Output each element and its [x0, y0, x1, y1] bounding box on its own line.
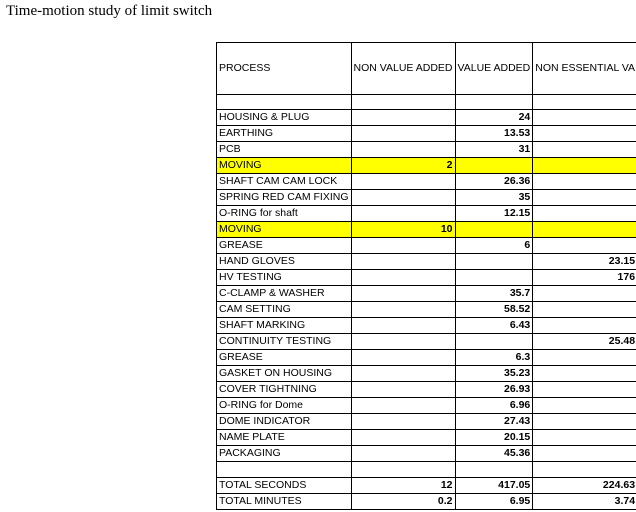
table-row: [217, 158, 636, 174]
process-cell: MOVING: [217, 222, 352, 238]
non-essential-va-cell: [533, 286, 636, 302]
value-added-cell: 13.53: [455, 126, 533, 142]
value-added-cell: 27.43: [455, 414, 533, 430]
value-added-cell: 58.52: [455, 302, 533, 318]
value-added-cell: 6.95: [455, 493, 533, 509]
non-value-added-cell: [351, 110, 455, 126]
process-cell: MOVING: [217, 158, 352, 174]
non-value-added-cell: [351, 334, 455, 350]
non-value-added-cell: [351, 350, 455, 366]
non-essential-va-cell: [533, 174, 636, 190]
non-essential-va-cell: 25.48: [533, 334, 636, 350]
non-value-added-cell: [351, 174, 455, 190]
table-row: [217, 350, 636, 366]
table-row: [217, 493, 636, 509]
non-essential-va-cell: [533, 190, 636, 206]
non-essential-va-cell: [533, 158, 636, 174]
non-value-added-cell: [351, 446, 455, 462]
table-row: [217, 238, 636, 254]
process-cell: [217, 462, 352, 477]
value-added-cell: 6.96: [455, 398, 533, 414]
table-row: [217, 286, 636, 302]
non-essential-va-cell: [533, 414, 636, 430]
process-cell: DOME INDICATOR: [217, 414, 352, 430]
value-added-cell: 24: [455, 110, 533, 126]
value-added-cell: 6.43: [455, 318, 533, 334]
header-process: PROCESS: [217, 43, 352, 95]
value-added-cell: 26.93: [455, 382, 533, 398]
value-added-cell: 35: [455, 190, 533, 206]
process-cell: GASKET ON HOUSING: [217, 366, 352, 382]
document-title: Time-motion study of limit switch: [6, 3, 213, 19]
non-value-added-cell: [351, 462, 455, 477]
process-cell: [217, 95, 352, 110]
value-added-cell: [455, 95, 533, 110]
non-essential-va-cell: [533, 350, 636, 366]
value-added-cell: [455, 334, 533, 350]
non-essential-va-cell: [533, 110, 636, 126]
process-cell: PCB: [217, 142, 352, 158]
non-essential-va-cell: [533, 222, 636, 238]
table-row: [217, 126, 636, 142]
process-cell: SHAFT CAM CAM LOCK: [217, 174, 352, 190]
non-value-added-cell: [351, 126, 455, 142]
non-value-added-cell: 12: [351, 477, 455, 493]
table-row: [217, 366, 636, 382]
non-value-added-cell: [351, 95, 455, 110]
process-cell: GREASE: [217, 238, 352, 254]
value-added-cell: [455, 222, 533, 238]
non-essential-va-cell: [533, 95, 636, 110]
non-essential-va-cell: [533, 382, 636, 398]
non-value-added-cell: [351, 206, 455, 222]
process-cell: EARTHING: [217, 126, 352, 142]
table-row: [217, 174, 636, 190]
header-row: [217, 43, 636, 95]
process-cell: HV TESTING: [217, 270, 352, 286]
non-value-added-cell: [351, 238, 455, 254]
non-value-added-cell: [351, 398, 455, 414]
non-value-added-cell: [351, 270, 455, 286]
non-value-added-cell: [351, 254, 455, 270]
header-value-added: VALUE ADDED: [455, 43, 533, 95]
value-added-cell: [455, 462, 533, 477]
process-cell: GREASE: [217, 350, 352, 366]
process-cell: TOTAL MINUTES: [217, 493, 352, 509]
table-row: [217, 302, 636, 318]
value-added-cell: 6.3: [455, 350, 533, 366]
non-value-added-cell: [351, 382, 455, 398]
non-value-added-cell: [351, 286, 455, 302]
non-essential-va-cell: 224.63: [533, 477, 636, 493]
value-added-cell: 20.15: [455, 430, 533, 446]
table-row: [217, 206, 636, 222]
table-row: [217, 254, 636, 270]
table-row: [217, 462, 636, 477]
non-value-added-cell: [351, 190, 455, 206]
non-essential-va-cell: [533, 302, 636, 318]
process-cell: C-CLAMP & WASHER: [217, 286, 352, 302]
non-essential-va-cell: 3.74: [533, 493, 636, 509]
table-row: [217, 95, 636, 110]
non-value-added-cell: 10: [351, 222, 455, 238]
header-non-essential-va: NON ESSENTIAL VA: [533, 43, 636, 95]
time-motion-table: [216, 42, 636, 510]
table-row: [217, 334, 636, 350]
value-added-cell: [455, 270, 533, 286]
value-added-cell: 35.7: [455, 286, 533, 302]
non-value-added-cell: [351, 142, 455, 158]
table-row: [217, 318, 636, 334]
table-row: [217, 190, 636, 206]
non-value-added-cell: [351, 318, 455, 334]
non-value-added-cell: [351, 366, 455, 382]
process-cell: SPRING RED CAM FIXING: [217, 190, 352, 206]
non-essential-va-cell: [533, 206, 636, 222]
header-non-value-added: NON VALUE ADDED: [351, 43, 455, 95]
process-cell: CAM SETTING: [217, 302, 352, 318]
process-cell: COVER TIGHTNING: [217, 382, 352, 398]
non-value-added-cell: 0.2: [351, 493, 455, 509]
non-essential-va-cell: [533, 398, 636, 414]
non-essential-va-cell: [533, 142, 636, 158]
table-row: [217, 398, 636, 414]
value-added-cell: 35.23: [455, 366, 533, 382]
value-added-cell: 6: [455, 238, 533, 254]
process-cell: HAND GLOVES: [217, 254, 352, 270]
non-essential-va-cell: 176: [533, 270, 636, 286]
value-added-cell: 45.36: [455, 446, 533, 462]
process-cell: O-RING for shaft: [217, 206, 352, 222]
table-row: [217, 430, 636, 446]
non-value-added-cell: [351, 302, 455, 318]
non-essential-va-cell: [533, 446, 636, 462]
non-value-added-cell: [351, 430, 455, 446]
process-cell: NAME PLATE: [217, 430, 352, 446]
non-essential-va-cell: 23.15: [533, 254, 636, 270]
table-body: [217, 95, 636, 510]
table-row: [217, 414, 636, 430]
process-cell: PACKAGING: [217, 446, 352, 462]
non-essential-va-cell: [533, 462, 636, 477]
table-row: [217, 477, 636, 493]
non-essential-va-cell: [533, 238, 636, 254]
process-cell: TOTAL SECONDS: [217, 477, 352, 493]
non-value-added-cell: 2: [351, 158, 455, 174]
non-essential-va-cell: [533, 430, 636, 446]
value-added-cell: 12.15: [455, 206, 533, 222]
table-row: [217, 222, 636, 238]
non-value-added-cell: [351, 414, 455, 430]
process-cell: SHAFT MARKING: [217, 318, 352, 334]
non-essential-va-cell: [533, 318, 636, 334]
table-row: [217, 382, 636, 398]
non-essential-va-cell: [533, 126, 636, 142]
table-row: [217, 110, 636, 126]
value-added-cell: 417.05: [455, 477, 533, 493]
process-cell: O-RING for Dome: [217, 398, 352, 414]
non-essential-va-cell: [533, 366, 636, 382]
process-cell: CONTINUITY TESTING: [217, 334, 352, 350]
table-row: [217, 142, 636, 158]
value-added-cell: [455, 254, 533, 270]
process-cell: HOUSING & PLUG: [217, 110, 352, 126]
value-added-cell: 26.36: [455, 174, 533, 190]
value-added-cell: 31: [455, 142, 533, 158]
table-row: [217, 270, 636, 286]
table-row: [217, 446, 636, 462]
value-added-cell: [455, 158, 533, 174]
